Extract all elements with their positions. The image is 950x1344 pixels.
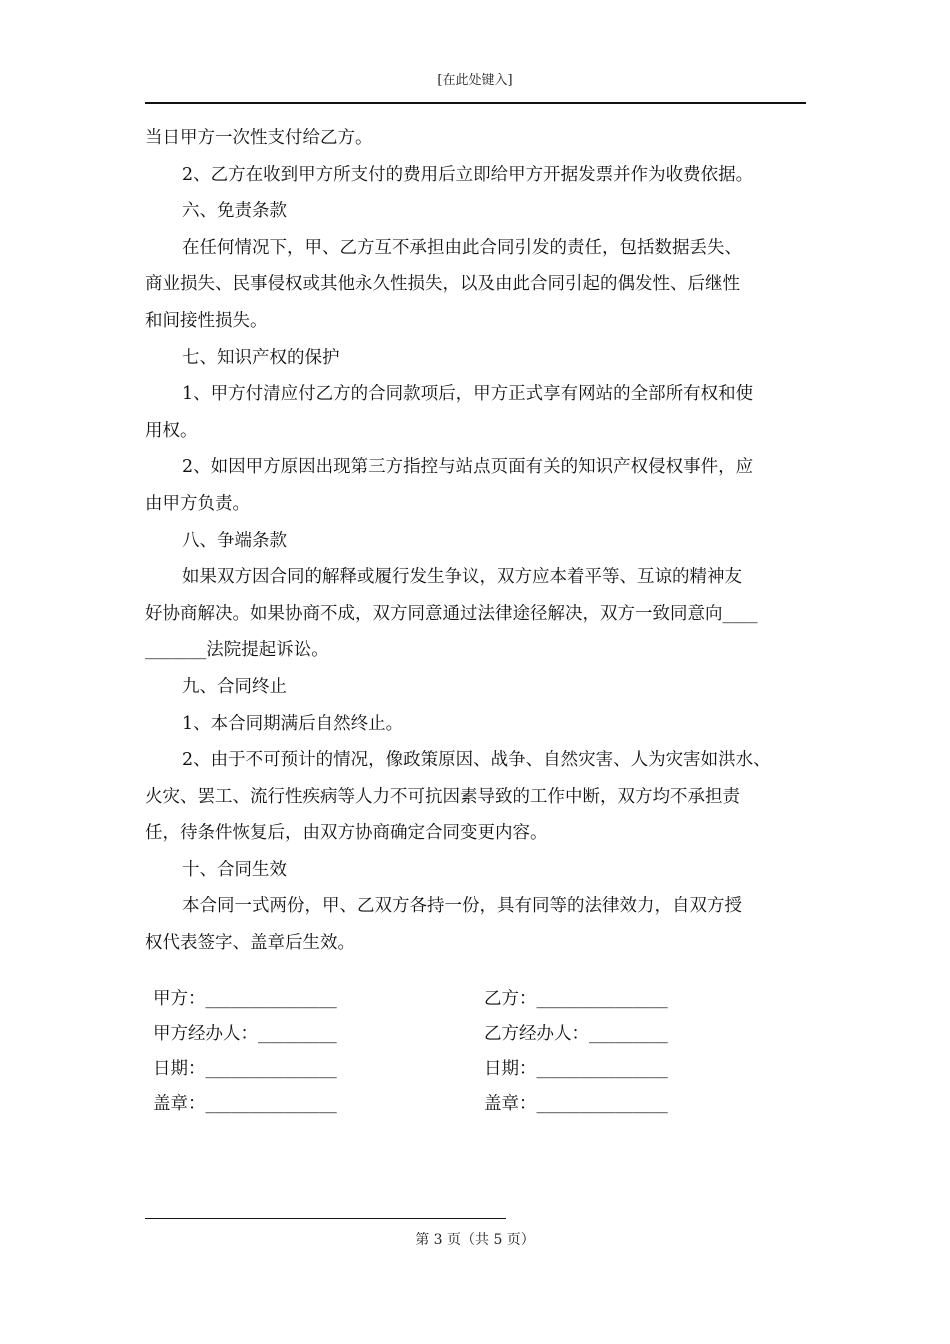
party-b-seal-field: 盖章：_______________ [484,1094,668,1114]
paragraph: 当日甲方一次性支付给乙方。 [145,128,373,148]
signature-row [153,1087,713,1122]
paragraph: 好协商解决。如果协商不成，双方同意通过法律途径解决，双方一致同意向____ [145,603,758,624]
section-heading: 八、争端条款 [182,530,287,551]
signature-row [153,1017,713,1052]
header-divider [145,102,806,104]
paragraph: _______法院提起诉讼。 [145,640,329,661]
section-heading: 十、合同生效 [182,859,287,880]
party-b-signature-field: 乙方：_______________ [484,989,668,1009]
signature-row [153,982,713,1017]
paragraph: 在任何情况下，甲、乙方互不承担由此合同引发的责任，包括数据丢失、 [182,237,742,258]
paragraph: 1、本合同期满后自然终止。 [182,713,404,734]
page-number: 第 3 页（共 5 页） [415,1232,535,1248]
document-body [145,120,806,962]
signature-row [153,1052,713,1087]
paragraph: 权代表签字、盖章后生效。 [145,933,355,954]
section-heading: 九、合同终止 [182,676,287,697]
party-a-date-field: 日期：_______________ [153,1059,337,1079]
paragraph: 和间接性损失。 [145,310,268,331]
section-heading: 六、免责条款 [182,201,287,222]
party-b-agent-field: 乙方经办人：_________ [484,1024,668,1044]
party-a-agent-field: 甲方经办人：_________ [153,1024,337,1044]
paragraph: 1、甲方付清应付乙方的合同款项后，甲方正式享有网站的全部所有权和使 [182,384,754,405]
paragraph: 如果双方因合同的解释或履行发生争议，双方应本着平等、互谅的精神友 [182,567,742,588]
paragraph: 商业损失、民事侵权或其他永久性损失，以及由此合同引起的偶发性、后继性 [145,274,740,295]
paragraph: 2、由于不可预计的情况，像政策原因、战争、自然灾害、人为灾害如洪水、 [182,750,771,771]
party-a-seal-field: 盖章：_______________ [153,1094,337,1114]
paragraph: 火灾、罢工、流行性疾病等人力不可抗因素导致的工作中断，双方均不承担责 [145,786,740,807]
paragraph: 2、乙方在收到甲方所支付的费用后立即给甲方开据发票并作为收费依据。 [182,164,754,185]
footer-divider [145,1218,506,1219]
party-a-signature-field: 甲方：_______________ [153,989,337,1009]
paragraph: 任，待条件恢复后，由双方协商确定合同变更内容。 [145,823,548,844]
paragraph: 用权。 [145,420,198,441]
paragraph: 2、如因甲方原因出现第三方指控与站点页面有关的知识产权侵权事件，应 [182,457,754,478]
signature-block [153,982,713,1122]
paragraph: 本合同一式两份，甲、乙双方各持一份，具有同等的法律效力，自双方授 [182,896,742,917]
section-heading: 七、知识产权的保护 [182,347,340,368]
paragraph: 由甲方负责。 [145,493,250,514]
party-b-date-field: 日期：_______________ [484,1059,668,1079]
page-header: [在此处键入] [437,73,513,88]
